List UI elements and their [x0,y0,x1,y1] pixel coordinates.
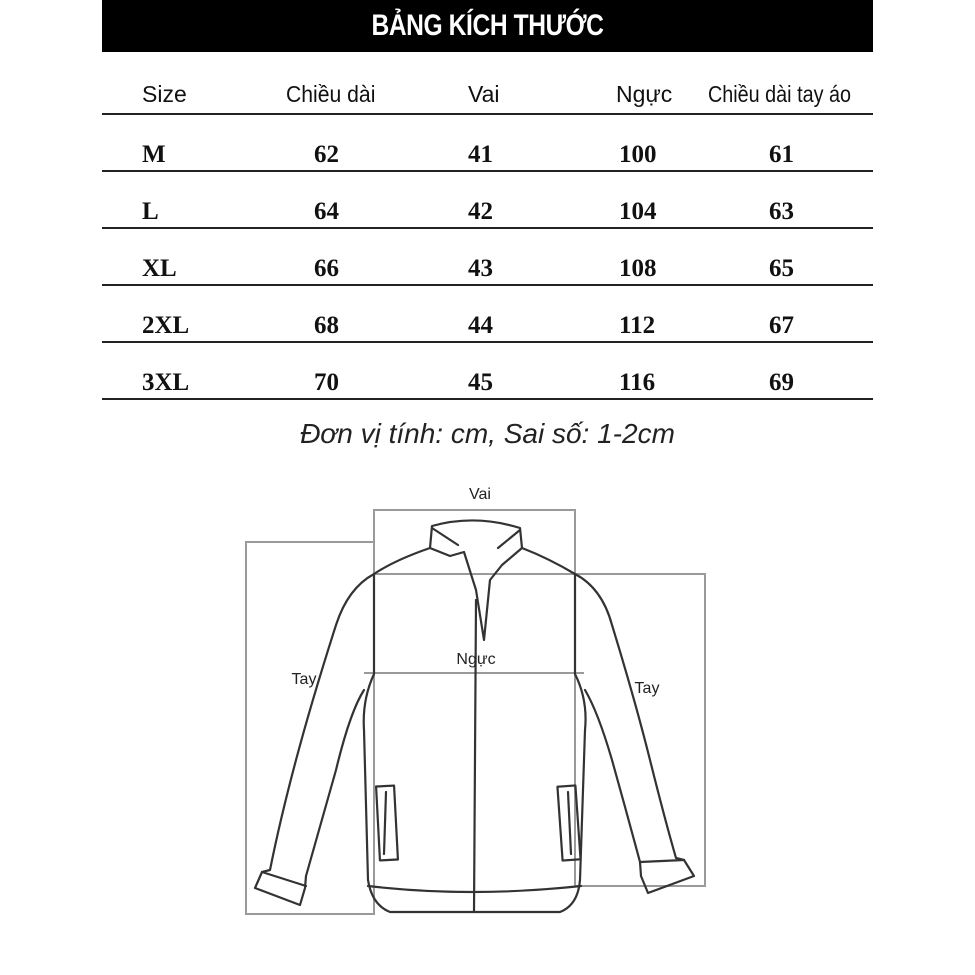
header-shoulder: Vai [468,81,500,107]
table-row [102,229,873,286]
left-pocket [376,786,398,861]
right-sleeve-guide [575,574,705,886]
cell-chest: 100 [619,141,657,168]
cell-length: 68 [314,312,339,339]
right-sleeve-label: Tay [634,680,660,697]
left-pocket-slit [384,792,386,854]
cell-shoulder: 44 [468,312,493,339]
right-cuff [640,860,684,862]
cell-chest: 104 [619,198,657,225]
title-banner [102,0,873,52]
header-chest: Ngực [616,81,673,107]
cell-sleeve: 63 [769,198,794,225]
center-zipper [474,600,476,912]
size-table [102,66,873,400]
cell-length: 62 [314,141,339,168]
right-sleeve [575,574,694,893]
collar-fold [432,528,520,548]
cell-size: L [142,198,159,225]
header-sleeve-length: Chiều dài tay áo [708,81,851,107]
table-row [102,115,873,172]
cell-length: 64 [314,198,339,225]
left-sleeve [255,574,374,905]
table-row [102,286,873,343]
cell-size: M [142,141,166,168]
cell-length: 70 [314,369,339,396]
cell-shoulder: 42 [468,198,493,225]
cell-shoulder: 41 [468,141,493,168]
cell-sleeve: 61 [769,141,794,168]
cell-chest: 116 [619,369,656,396]
page-title: BẢNG KÍCH THƯỚC [371,9,604,42]
jacket-outline [255,520,694,912]
cell-sleeve: 65 [769,255,794,282]
cell-sleeve: 67 [769,312,794,339]
right-pocket-slit [568,792,571,854]
cell-chest: 108 [619,255,657,282]
jacket-measurement-diagram [0,470,975,930]
shoulder-label: Vai [469,486,491,503]
table-header-row [102,66,873,115]
table-row [102,343,873,400]
left-cuff [262,872,306,886]
cell-chest: 112 [619,312,656,339]
chest-label: Ngực [456,651,496,668]
cell-size: 3XL [142,369,190,396]
cell-size: XL [142,255,177,282]
cell-shoulder: 45 [468,369,493,396]
cell-length: 66 [314,255,339,282]
cell-shoulder: 43 [468,255,493,282]
table-row [102,172,873,229]
cell-size: 2XL [142,312,190,339]
header-size: Size [142,81,187,107]
left-sleeve-label: Tay [291,671,317,688]
header-length: Chiều dài [286,81,376,107]
cell-sleeve: 69 [769,369,794,396]
unit-note: Đơn vị tính: cm, Sai số: 1-2cm [300,418,675,449]
